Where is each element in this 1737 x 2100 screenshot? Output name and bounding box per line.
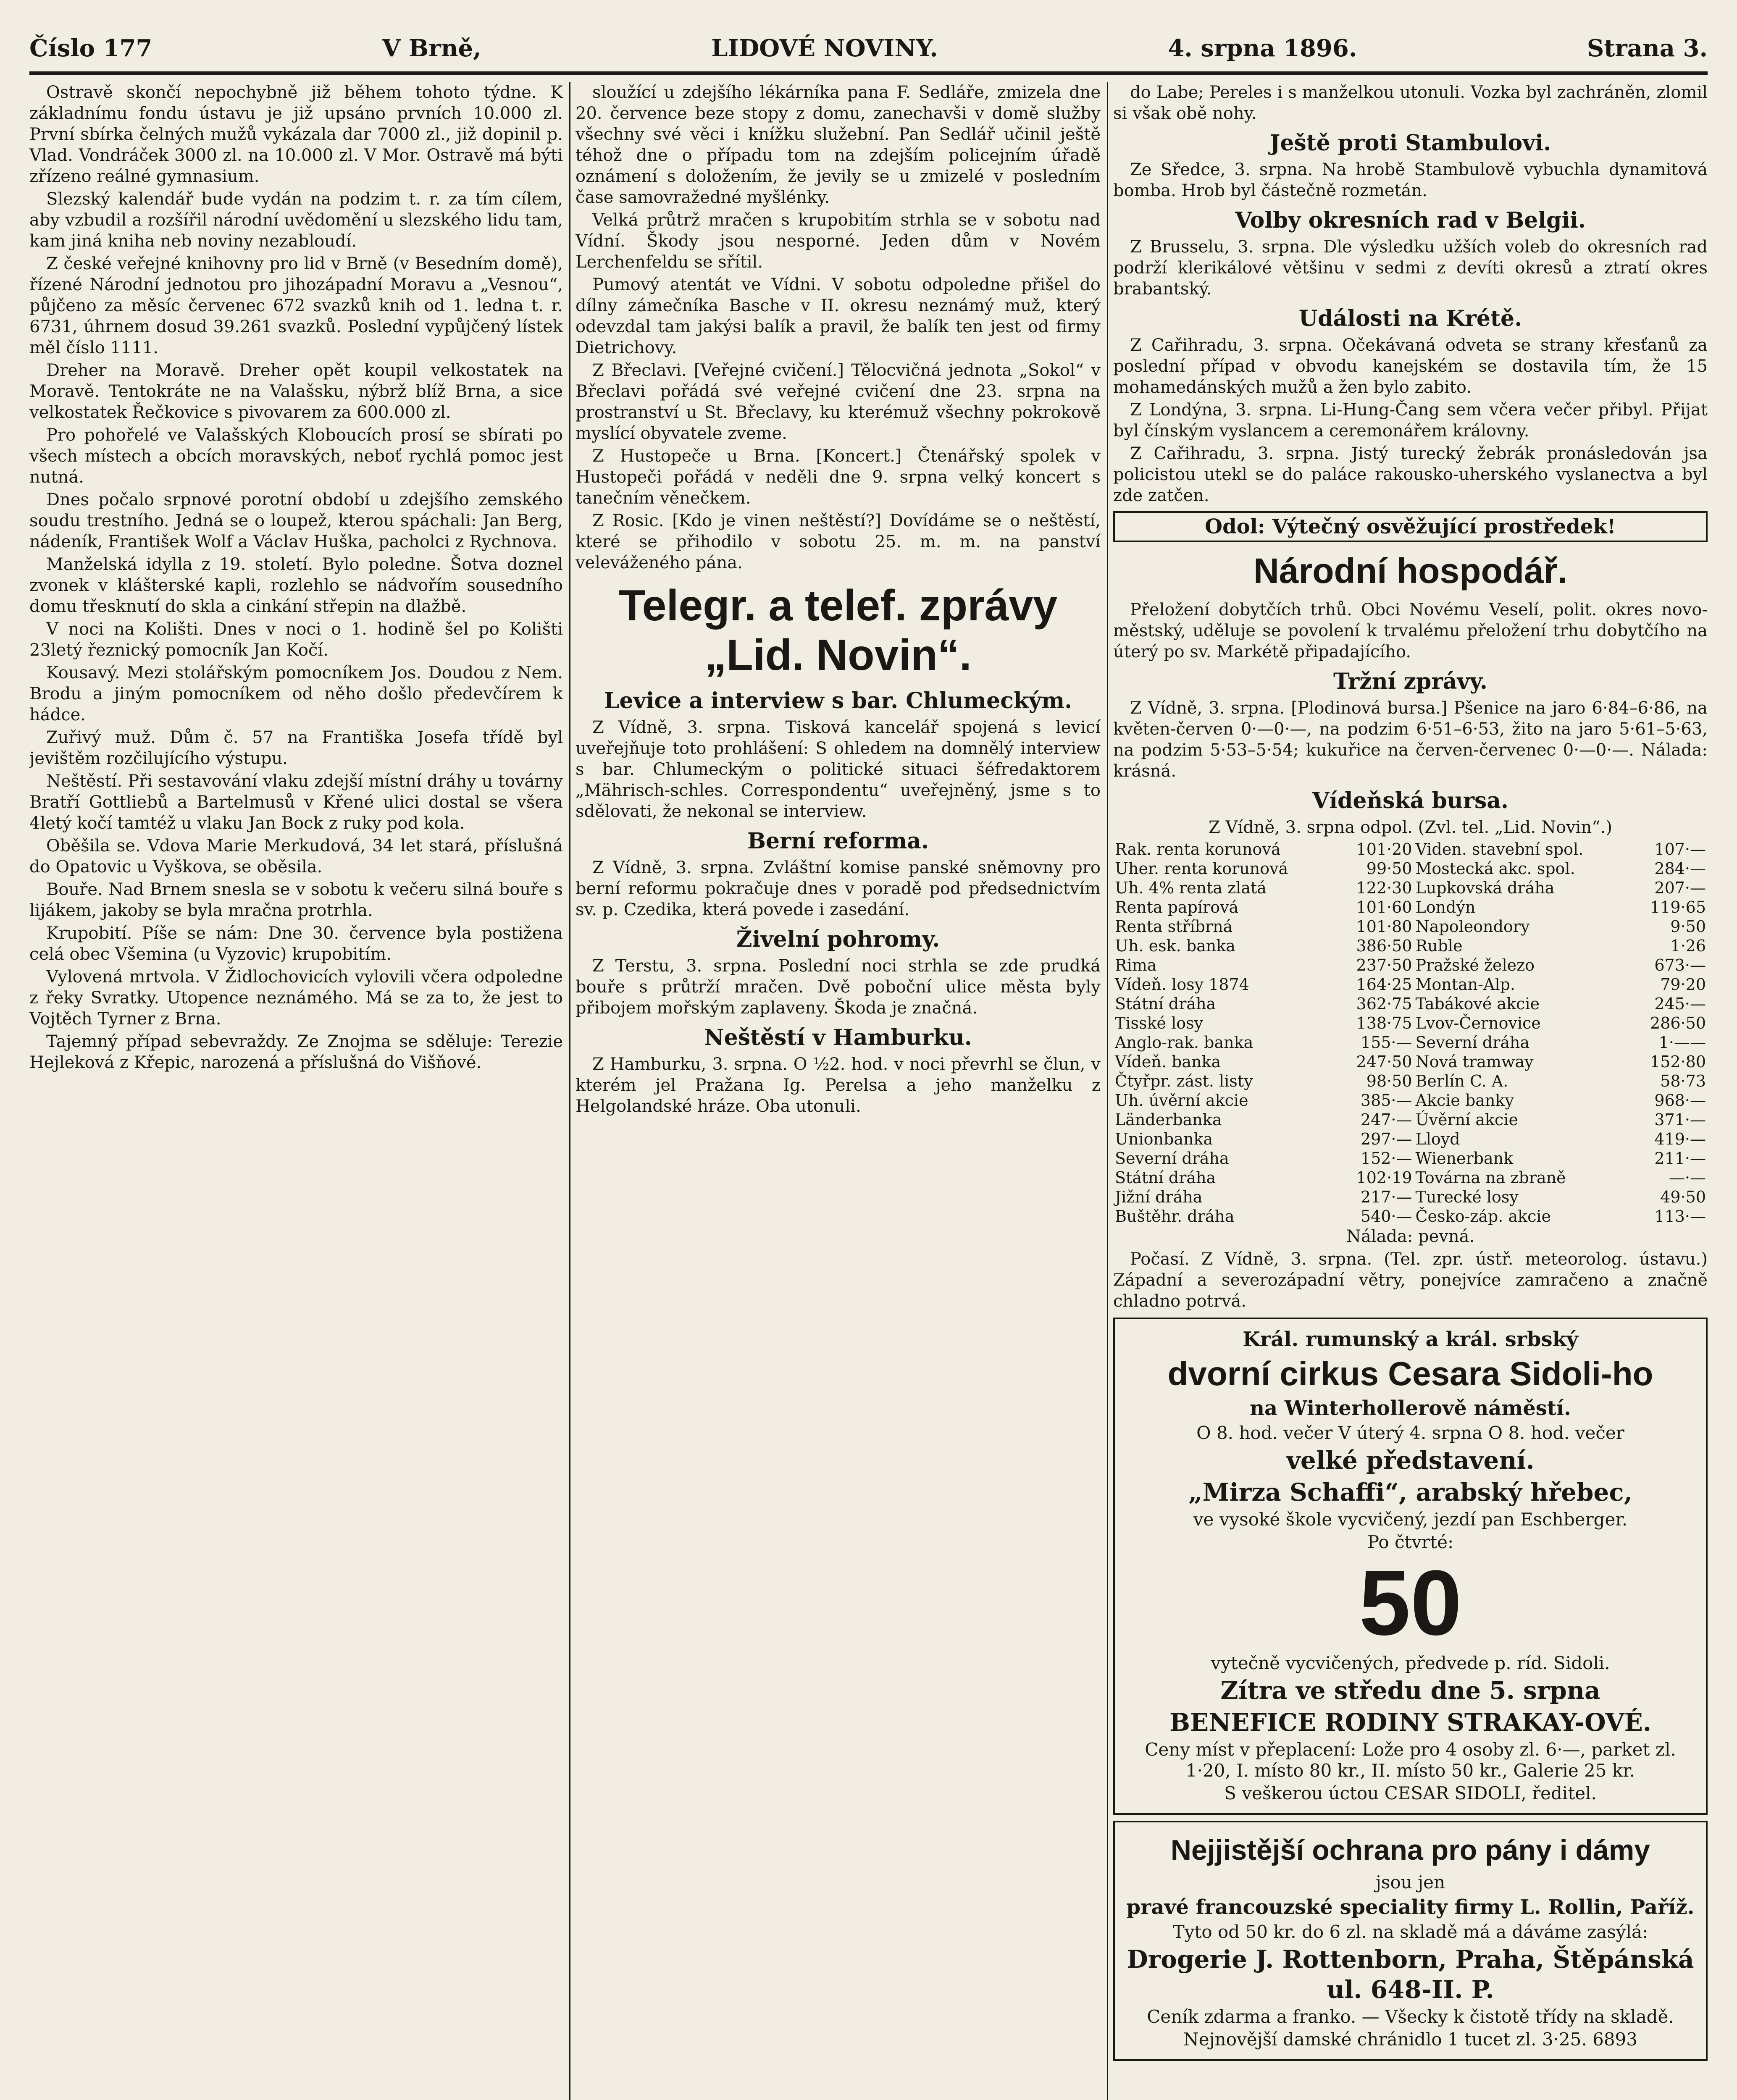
bursa-value: 385·— <box>1360 1091 1412 1110</box>
article: Z Vídně, 3. srpna. [Plodinová bursa.] Pšenice na jaro 6·84–6·86, na květen-červen 0·—0·—, na podzim 6·51–6·53, žito na jaro 5·61–5·63, na podzim 5·53–5·54; kukuřice na červen-červenec 0·—0·—. Nálada: krásná. <box>1113 698 1708 781</box>
bursa-value: 9·50 <box>1670 917 1706 936</box>
bursa-item: Länderbanka <box>1115 1110 1222 1129</box>
article: Slezský kalendář bude vydán na podzim t. r. za tím cílem, aby vzbudil a rozšířil národní uvědomění u slezského lidu tam, kam jiná kniha neb noviny nezabloudí. <box>29 189 563 251</box>
bursa-item: Státní dráha <box>1115 1168 1216 1187</box>
bursa-row <box>1113 1033 1708 1052</box>
bursa-item: Úvěrní akcie <box>1415 1110 1518 1129</box>
bursa-row <box>1113 956 1708 975</box>
bursa-value: 673·— <box>1654 956 1706 974</box>
header-rule <box>29 71 1708 75</box>
bursa-table <box>1113 840 1708 1226</box>
bursa-row <box>1113 898 1708 917</box>
bursa-row <box>1113 936 1708 956</box>
bursa-value: 152·— <box>1360 1149 1412 1168</box>
bursa-item: Lloyd <box>1415 1130 1460 1148</box>
article: Z Cařihradu, 3. srpna. Jistý turecký žebrák pronásledován jsa policistou utekl se do paláce rakousko-uherského vyslanectva a byl zde zatčen. <box>1113 444 1708 505</box>
article: sloužící u zdejšího lékárníka pana F. Sedláře, zmizela dne 20. července beze stopy z domu, zanechavši v domě služby všechny své věci i knížku služební. Pan Sedlář učinil ještě téhož dne o případu tom na zdejším policejním úřadě oznámení s doložením, že jevily se u zmizelé v posledním čase samovražedné myšlénky. <box>575 83 1101 207</box>
bursa-item: Uh. esk. banka <box>1115 937 1235 955</box>
bursa-value: 164·25 <box>1356 975 1412 994</box>
bursa-value: 286·50 <box>1650 1014 1706 1032</box>
weather-report: Počasí. Z Vídně, 3. srpna. (Tel. zpr. ústř. meteorolog. ústavu.) Západní a severozápadní větry, ponejvíce zamračeno a značně chladno potrvá. <box>1113 1250 1708 1311</box>
bursa-item: Akcie banky <box>1415 1091 1514 1110</box>
bursa-value: 211·— <box>1654 1149 1706 1168</box>
bursa-row <box>1113 1013 1708 1033</box>
bursa-value: 58·73 <box>1660 1072 1706 1090</box>
ad-line: Drogerie J. Rottenborn, Praha, Štěpánská ul. 648-II. P. <box>1127 1945 1694 2004</box>
bursa-item: Renta stříbrná <box>1115 917 1233 936</box>
article: Kousavý. Mezi stolářským pomocníkem Jos. Doudou z Nem. Brodu a jiným pomocníkem od něho došlo předevčírem k hádce. <box>29 663 563 724</box>
article: V noci na Kolišti. Dnes v noci o 1. hodině šel po Kolišti 23letý řeznický pomocník Jan Kočí. <box>29 620 563 660</box>
bursa-item: Lupkovská dráha <box>1415 879 1555 897</box>
bursa-row <box>1113 917 1708 936</box>
bursa-item: Ruble <box>1415 937 1463 955</box>
bursa-value: 152·80 <box>1650 1053 1706 1071</box>
bursa-value: 247·50 <box>1356 1053 1412 1071</box>
article: Tajemný případ sebevraždy. Ze Znojma se sděluje: Terezie Hejleková z Křepic, narozená a příslušná do Višňové. <box>29 1032 563 1072</box>
bursa-row <box>1113 1129 1708 1149</box>
bursa-item: Továrna na zbraně <box>1415 1168 1566 1187</box>
issue-date: 4. srpna 1896. <box>1168 34 1357 62</box>
bursa-item: Wienerbank <box>1415 1149 1514 1168</box>
article: Zuřivý muž. Dům č. 57 na Františka Josefa třídě byl jevištěm rozčilujícího výstupu. <box>29 728 563 768</box>
bursa-item: Renta papírová <box>1115 898 1239 916</box>
masthead-title: LIDOVÉ NOVINY. <box>711 34 938 62</box>
bursa-item: Nová tramway <box>1415 1053 1534 1071</box>
bursa-value: 245·— <box>1654 995 1706 1013</box>
ad-title: dvorní cirkus Cesara Sidoli-ho <box>1167 1355 1653 1392</box>
article: Oběšila se. Vdova Marie Merkudová, 34 let stará, příslušná do Opatovic u Vyškova, se oběsila. <box>29 836 563 877</box>
article: Dreher na Moravě. Dreher opět koupil velkostatek na Moravě. Tentokráte ne na Valašsku, nýbrž blíž Brna, a sice velkostatek Řečkovice s pivovarem za 600.000 zl. <box>29 361 563 422</box>
bursa-value: 419·— <box>1654 1130 1706 1148</box>
bursa-value: 49·50 <box>1660 1188 1706 1206</box>
article: Vylovená mrtvola. V Židlochovicích vylovili včera odpoledne z řeky Svratky. Utopence neznámého. Má se za to, že jest to Vojtěch Tyrner z Brna. <box>29 967 563 1029</box>
bursa-row <box>1113 1110 1708 1129</box>
bursa-value: 207·— <box>1654 879 1706 897</box>
bursa-item: Česko-záp. akcie <box>1415 1207 1551 1226</box>
page-header <box>29 25 1708 71</box>
bursa-value: 98·50 <box>1366 1072 1412 1090</box>
ad-line: „Mirza Schaffi“, arabský hřebec, <box>1188 1478 1632 1507</box>
bursa-item: Rima <box>1115 956 1157 974</box>
ad-line: Tyto od 50 kr. do 6 zl. na skladě má a dáváme zasýlá: <box>1172 1922 1648 1942</box>
article: Z Londýna, 3. srpna. Li-Hung-Čang sem včera večer přibyl. Přijat byl čínským vyslancem a ceremonářem královny. <box>1113 400 1708 441</box>
headline: Volby okresních rad v Belgii. <box>1235 207 1586 233</box>
bursa-item: Severní dráha <box>1115 1149 1229 1168</box>
bursa-value: 155·— <box>1360 1033 1412 1052</box>
bursa-value: 102·19 <box>1356 1168 1412 1187</box>
bursa-value: 119·65 <box>1650 898 1706 916</box>
article: Z Brusselu, 3. srpna. Dle výsledku užších voleb do okresních rad podrží klerikálové většinu v sedmi z devíti okresů a ztratí okres brabantský. <box>1113 237 1708 299</box>
rollin-advert <box>1113 1821 1708 2061</box>
bursa-row <box>1113 1187 1708 1207</box>
headline: Tržní zprávy. <box>1333 669 1488 694</box>
bursa-item: Unionbanka <box>1115 1130 1213 1148</box>
bursa-value: 284·— <box>1654 859 1706 878</box>
bursa-value: 371·— <box>1654 1110 1706 1129</box>
bursa-value: 79·20 <box>1660 975 1706 994</box>
bursa-value: 101·20 <box>1356 840 1412 858</box>
bursa-row <box>1113 1091 1708 1110</box>
bursa-item: Viden. stavební spol. <box>1415 840 1584 858</box>
bursa-value: 386·50 <box>1356 937 1412 955</box>
article: Z Hamburku, 3. srpna. O ½2. hod. v noci převrhl se člun, v kterém jel Pražana Ig. Perelsa a jeho manželku z Helgolandské hráze. Oba utonuli. <box>575 1055 1101 1116</box>
bursa-item: Buštěhr. dráha <box>1115 1207 1235 1226</box>
article: Z Cařihradu, 3. srpna. Očekávaná odveta se strany křesťanů za poslední případ v obvodu kanejském se dostavila tím, že 15 mohamedánských mužů a žen bylo zabito. <box>1113 336 1708 397</box>
bursa-row <box>1113 975 1708 994</box>
bursa-item: Anglo-rak. banka <box>1115 1033 1253 1052</box>
column-1 <box>29 82 563 2100</box>
bursa-item: Turecké losy <box>1415 1188 1519 1206</box>
bursa-item: Tisské losy <box>1115 1014 1204 1032</box>
bursa-value: 217·— <box>1360 1188 1412 1206</box>
article: Z Hustopeče u Brna. [Koncert.] Čtenářský spolek v Hustopeči pořádá v neděli dne 9. srpna velký koncert s tanečním věnečkem. <box>575 446 1101 508</box>
bursa-item: Čtyřpr. zást. listy <box>1115 1072 1253 1090</box>
bursa-item: Lvov-Černovice <box>1415 1014 1541 1032</box>
bursa-item: Berlín C. A. <box>1415 1072 1508 1090</box>
article: Manželská idylla z 19. století. Bylo poledne. Šotva doznel zvonek v klášterské kapli, rozlehlo se nádvořím sousedního domu třesknutí do skla a cinkání střepin na dlažbě. <box>29 555 563 616</box>
bursa-value: 247·— <box>1360 1110 1412 1129</box>
bursa-value: 138·75 <box>1356 1014 1412 1032</box>
bursa-item: Vídeň. losy 1874 <box>1115 975 1249 994</box>
article: Pro pohořelé ve Valašských Kloboucích prosí se sbírati po všech místech a obcích moravských, neboť rychlá pomoc jest nutná. <box>29 425 563 487</box>
bursa-value: 101·80 <box>1356 917 1412 936</box>
headline: Berní reforma. <box>747 828 929 854</box>
ad-line: na Winterhollerově náměstí. <box>1250 1396 1571 1420</box>
bursa-row <box>1113 1052 1708 1071</box>
bursa-value: 297·— <box>1360 1130 1412 1148</box>
article: Velká průtrž mračen s krupobitím strhla se v sobotu nad Vídní. Škody jsou nesporné. Jeden dům v Novém Lerchenfeldu se sřítil. <box>575 210 1101 272</box>
bursa-row <box>1113 1207 1708 1226</box>
article: Krupobití. Píše se nám: Dne 30. července byla postižena celá obec Všemina (u Vyzovic) krupobitím. <box>29 924 563 964</box>
bursa-value: 968·— <box>1654 1091 1706 1110</box>
ad-line: Po čtvrté: <box>1367 1532 1454 1552</box>
ad-line: velké představení. <box>1286 1446 1535 1475</box>
article: do Labe; Pereles i s manželkou utonuli. Vozka byl zachráněn, zlomil si však obě nohy. <box>1113 83 1708 123</box>
newspaper-page <box>29 17 1708 2100</box>
bursa-item: Severní dráha <box>1415 1033 1530 1052</box>
bursa-value: 107·— <box>1654 840 1706 858</box>
bursa-item: Uh. 4% renta zlatá <box>1115 879 1267 897</box>
ad-line: ve vysoké škole vycvičený, jezdí pan Eschberger. <box>1193 1509 1628 1530</box>
bursa-item: Uh. úvěrní akcie <box>1115 1091 1248 1110</box>
ad-line: BENEFICE RODINY STRAKAY-OVÉ. <box>1169 1708 1652 1737</box>
ad-line: Zítra ve středu dne 5. srpna <box>1220 1676 1600 1705</box>
article: Z české veřejné knihovny pro lid v Brně (v Besedním domě), řízené Národní jednotou pro jihozápadní Moravu a „Vesnou“, půjčeno za měsíc červenec 672 svazků knih od 1. ledna t. r. 6731, úhrnem dosud 39.261 svazků. Poslední vypůjčený lístek měl číslo 1111. <box>29 254 563 357</box>
article: Z Vídně, 3. srpna. Zvláštní komise panské sněmovny pro berní reformu pokračuje dnes v poradě pod předsednictvím sv. p. Czedika, která povede i zasedání. <box>575 858 1101 919</box>
ad-line: vytečně vycvičených, předvede p. ríd. Sidoli. <box>1211 1653 1610 1673</box>
bursa-item: Uher. renta korunová <box>1115 859 1288 878</box>
bursa-item: Tabákové akcie <box>1415 995 1540 1013</box>
odol-advert: Odol: Výtečný osvěžující prostředek! <box>1113 511 1708 542</box>
headline: Živelní pohromy. <box>736 927 940 952</box>
ad-line: Ceny míst v přeplacení: Lože pro 4 osoby zl. 6·—, parket zl. 1·20, I. místo 80 kr., II. místo 50 kr., Galerie 25 kr. <box>1145 1739 1676 1781</box>
headline: Levice a interview s bar. Chlumeckým. <box>604 688 1072 714</box>
bursa-row <box>1113 859 1708 878</box>
bursa-value: 99·50 <box>1366 859 1412 878</box>
ad-line: Nejnovější damské chránidlo 1 tucet zl. 3·25. 6893 <box>1183 2029 1637 2050</box>
bursa-value: 113·— <box>1654 1207 1706 1226</box>
bursa-item: Londýn <box>1415 898 1476 916</box>
article: Bouře. Nad Brnem snesla se v sobotu k večeru silná bouře s lijákem, jakoby se byla mračna protrhla. <box>29 880 563 920</box>
headline: Ještě proti Stambulovi. <box>1269 130 1551 156</box>
city: V Brně, <box>382 34 481 62</box>
bursa-value: —·— <box>1669 1168 1706 1187</box>
bursa-row <box>1113 1168 1708 1187</box>
ad-line: S veškerou úctou CESAR SIDOLI, ředitel. <box>1224 1783 1597 1803</box>
bursa-item: Jižní dráha <box>1115 1188 1203 1206</box>
article: Dnes počalo srpnové porotní období u zdejšího zemského soudu trestního. Jedná se o loupež, kterou spáchali: Jan Berg, nádeník, František Wolf a Václav Huška, pacholci z Rychnova. <box>29 490 563 551</box>
bursa-subtitle: Z Vídně, 3. srpna odpol. (Zvl. tel. „Lid. Novin“.) <box>1208 818 1612 837</box>
bursa-item: Rak. renta korunová <box>1115 840 1281 858</box>
bursa-row <box>1113 840 1708 859</box>
ad-line: Král. rumunský a král. srbský <box>1243 1328 1578 1351</box>
column-divider <box>569 82 570 2100</box>
bursa-row <box>1113 878 1708 898</box>
article: Neštěstí. Při sestavování vlaku zdejší místní dráhy u továrny Bratří Gottliebů a Bartelmusů v Křené ulici dostal se všera 4letý kočí tamtéž u vlaku Jan Bock z ruky pod kola. <box>29 772 563 833</box>
bursa-item: Státní dráha <box>1115 995 1216 1013</box>
bursa-item: Vídeň. banka <box>1115 1053 1221 1071</box>
headline: Události na Krétě. <box>1298 306 1522 331</box>
bursa-value: 237·50 <box>1356 956 1412 974</box>
bursa-item: Pražské železo <box>1415 956 1535 974</box>
article: Z Rosic. [Kdo je vinen neštěstí?] Dovídáme se o neštěstí, které se přihodilo v sobotu 25. m. m. na panství veleváženého pána. <box>575 511 1101 572</box>
ad-line: O 8. hod. večer V úterý 4. srpna O 8. hod. večer <box>1196 1423 1624 1443</box>
article: Z Břeclavi. [Veřejné cvičení.] Tělocvičná jednota „Sokol“ v Břeclavi pořádá své veřejné cvičení dne 23. srpna na prostranství u St. Břeclavy, ku kterémuž všechny pokrokově myslící obyvatele zveme. <box>575 361 1101 443</box>
ad-title: Nejjistější ochrana pro pány i dámy <box>1170 1834 1650 1866</box>
page-number: Strana 3. <box>1587 34 1708 62</box>
article: Ze Sředce, 3. srpna. Na hrobě Stambulově vybuchla dynamitová bomba. Hrob byl částečně rozmetán. <box>1113 160 1708 200</box>
bursa-value: 362·75 <box>1356 995 1412 1013</box>
headline: Vídeňská bursa. <box>1312 788 1509 814</box>
bursa-value: 540·— <box>1360 1207 1412 1226</box>
bursa-value: 101·60 <box>1356 898 1412 916</box>
headline: Neštěstí v Hamburku. <box>704 1025 972 1050</box>
article: Přeložení dobytčích trhů. Obci Novému Veselí, polit. okres novo-městský, uděluje se povolení k trvalému přeložení trhu dobytčího na úterý po sv. Markétě připadajícího. <box>1113 600 1708 662</box>
column-divider <box>1107 82 1108 2100</box>
bursa-row <box>1113 994 1708 1013</box>
bursa-item: Napoleondory <box>1415 917 1530 936</box>
ad-line: pravé francouzské speciality firmy L. Rollin, Paříž. <box>1126 1895 1695 1919</box>
ad-big-number: 50 <box>1359 1551 1462 1654</box>
ad-line: Ceník zdarma a franko. — Všecky k čistotě třídy na skladě. <box>1147 2006 1674 2027</box>
section-title: Národní hospodář. <box>1253 551 1567 591</box>
telegraph-section-title: Telegr. a telef. zprávy „Lid. Novin“. <box>618 581 1058 680</box>
bursa-value: 122·30 <box>1356 879 1412 897</box>
article: Ostravě skončí nepochybně již během tohoto týdne. K základnímu fondu ústavu je již upsáno prvních 10.000 zl. První sbírka čelných mužů vykázala dar 7000 zl., již dopinil p. Vlad. Vondráček 3000 zl. na 10.000 zl. V Mor. Ostravě má býti zřízeno reálné gymnasium. <box>29 83 563 186</box>
article: Z Vídně, 3. srpna. Tisková kancelář spojená s levicí uveřejňuje toto prohlášení: S ohledem na domnělý interview s bar. Chlumeckým o politické situaci šéfredaktorem „Mährisch-schles. Correspondentu“ uveřejněný, jsme s to sdělovati, že nekonal se interview. <box>575 718 1101 821</box>
bursa-row <box>1113 1149 1708 1168</box>
bursa-value: 1·—— <box>1658 1033 1706 1052</box>
ad-line: jsou jen <box>1375 1872 1445 1893</box>
bursa-item: Mostecká akc. spol. <box>1415 859 1575 878</box>
bursa-value: 1·26 <box>1670 937 1706 955</box>
circus-advert <box>1113 1318 1708 1815</box>
bursa-item: Montan-Alp. <box>1415 975 1515 994</box>
column-2 <box>575 82 1101 2100</box>
bursa-row <box>1113 1071 1708 1091</box>
issue-number: Číslo 177 <box>29 34 152 62</box>
article: Z Terstu, 3. srpna. Poslední noci strhla se zde prudká bouře s průtrží mračen. Dvě poboční ulice města byly přibojem mořským zaplaveny. Škoda je značná. <box>575 956 1101 1018</box>
bursa-mood: Nálada: pevná. <box>1346 1227 1475 1246</box>
column-3 <box>1113 82 1708 2100</box>
article: Pumový atentát ve Vídni. V sobotu odpoledne přišel do dílny zámečníka Basche v II. okresu neznámý muž, který odevzdal tam jakýsi balík a pravil, že balík ten jest od firmy Dietrichovy. <box>575 275 1101 357</box>
